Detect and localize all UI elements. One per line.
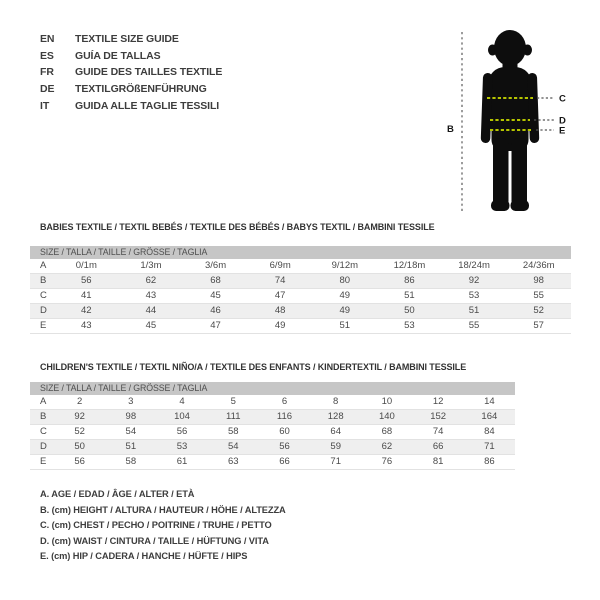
language-code: EN (40, 33, 55, 45)
table-cell: 12 (432, 396, 444, 407)
figure-label-c: C (559, 93, 566, 105)
language-code: FR (40, 66, 54, 79)
babies-table-rows (30, 259, 571, 334)
table-row-e (30, 455, 515, 470)
table-cell: 0/1m (75, 260, 97, 271)
row-label: D (40, 441, 47, 452)
table-cell: 64 (330, 426, 341, 437)
legend-line-age: A. AGE / EDAD / ÂGE / ALTER / ETÀ (40, 489, 195, 499)
table-cell: 53 (176, 441, 188, 452)
table-cell: 49 (274, 320, 286, 331)
table-cell: 68 (381, 426, 393, 437)
row-label: C (40, 426, 47, 437)
children-table-title: CHILDREN'S TEXTILE / TEXTIL NIÑO/A / TEXTILE DES ENFANTS / KINDERTEXTIL / BAMBINI TESSILE (40, 362, 467, 372)
table-cell: 45 (145, 320, 157, 331)
table-cell: 111 (226, 411, 241, 422)
right-arm (527, 73, 539, 143)
table-cell: 52 (74, 426, 85, 437)
table-cell: 41 (81, 290, 92, 301)
table-cell: 12/18m (393, 260, 426, 271)
size-header-row: SIZE / TALLA / TAILLE / GRÖSSE / TAGLIA (30, 246, 571, 259)
table-row-a (30, 259, 571, 274)
table-cell: 1/3m (140, 260, 162, 271)
table-cell: 60 (279, 426, 290, 437)
right-foot (511, 200, 530, 211)
table-cell: 5 (230, 396, 236, 407)
legend-line-height: B. (cm) HEIGHT / ALTURA / HAUTEUR / HÖHE / ALTEZZA (40, 504, 286, 515)
table-row-b (30, 410, 515, 425)
table-cell: 71 (484, 441, 495, 452)
table-cell: 66 (279, 456, 290, 467)
table-cell: 62 (381, 441, 393, 452)
table-cell: 54 (227, 441, 239, 452)
table-cell: 116 (276, 411, 293, 422)
table-cell: 61 (176, 456, 188, 467)
table-cell: 58 (125, 456, 137, 467)
table-cell: 86 (404, 275, 415, 286)
table-row-b (30, 274, 571, 289)
table-cell: 3 (128, 396, 134, 407)
table-cell: 2 (76, 396, 83, 407)
table-cell: 10 (381, 396, 393, 407)
language-label: GUIDA ALLE TAGLIE TESSILI (75, 99, 220, 112)
table-cell: 43 (81, 320, 92, 331)
legend-line-hip: E. (cm) HIP / CADERA / HANCHE / HÜFTE / HIPS (40, 551, 248, 561)
table-cell: 42 (81, 305, 92, 316)
row-label: B (40, 275, 47, 286)
right-leg (512, 138, 528, 208)
table-cell: 55 (468, 320, 480, 331)
table-cell: 63 (227, 456, 239, 467)
table-cell: 128 (327, 411, 344, 422)
table-cell: 59 (330, 441, 341, 452)
table-cell: 56 (81, 275, 92, 286)
child-figure-svg (430, 10, 600, 230)
table-cell: 52 (533, 305, 544, 316)
figure-label-d: D (559, 115, 566, 127)
table-cell: 74 (274, 275, 286, 286)
table-cell: 68 (210, 275, 221, 286)
table-cell: 92 (74, 411, 85, 422)
language-row-de (40, 81, 222, 98)
table-cell: 14 (484, 396, 495, 407)
row-label: B (40, 411, 47, 422)
table-cell: 71 (330, 456, 341, 467)
table-row-d (30, 440, 515, 455)
table-row-d (30, 304, 571, 319)
table-cell: 140 (378, 411, 395, 422)
table-cell: 48 (274, 305, 286, 316)
language-label: TEXTILE SIZE GUIDE (75, 33, 179, 45)
legend-line-chest: C. (cm) CHEST / PECHO / POITRINE / TRUHE / PETTO (40, 520, 272, 530)
table-row-a (30, 395, 515, 410)
table-cell: 58 (227, 426, 239, 437)
table-cell: 4 (179, 396, 185, 407)
table-cell: 92 (468, 275, 480, 286)
language-label: GUIDE DES TAILLES TEXTILE (75, 66, 223, 79)
table-cell: 43 (145, 290, 157, 301)
table-cell: 53 (468, 290, 480, 301)
row-label: E (40, 320, 47, 331)
table-cell: 6 (281, 396, 288, 407)
table-cell: 47 (274, 290, 286, 301)
table-cell: 56 (74, 456, 85, 467)
table-cell: 44 (145, 305, 157, 316)
child-measurement-figure (430, 10, 600, 230)
table-cell: 164 (481, 411, 498, 422)
left-arm (481, 73, 493, 143)
table-cell: 152 (430, 411, 447, 422)
table-cell: 104 (174, 411, 190, 422)
table-cell: 84 (484, 426, 495, 437)
table-cell: 74 (432, 426, 444, 437)
row-label: A (40, 260, 47, 271)
table-cell: 45 (210, 290, 221, 301)
table-cell: 46 (210, 305, 221, 316)
table-cell: 98 (125, 411, 137, 422)
language-row-it (40, 98, 222, 115)
table-cell: 56 (279, 441, 290, 452)
row-label: D (40, 305, 47, 316)
row-label: C (40, 290, 47, 301)
legend-line-waist: D. (cm) WAIST / CINTURA / TAILLE / HÜFTUNG / VITA (40, 535, 269, 546)
table-cell: 49 (339, 290, 351, 301)
table-cell: 86 (484, 456, 495, 467)
table-cell: 51 (468, 305, 480, 316)
table-cell: 50 (74, 441, 85, 452)
table-cell: 50 (404, 305, 415, 316)
table-cell: 54 (125, 426, 137, 437)
table-cell: 51 (404, 290, 415, 301)
language-label: GUÍA DE TALLAS (75, 49, 161, 62)
babies-table-title: BABIES TEXTILE / TEXTIL BEBÉS / TEXTILE DES BÉBÉS / BABYS TEXTIL / BAMBINI TESSILE (40, 222, 435, 232)
table-cell: 9/12m (331, 260, 359, 271)
row-label: E (40, 456, 47, 467)
left-foot (491, 200, 510, 211)
table-cell: 55 (533, 290, 544, 301)
table-cell: 62 (145, 275, 157, 286)
size-header-row: SIZE / TALLA / TAILLE / GRÖSSE / TAGLIA (30, 382, 515, 395)
table-cell: 56 (176, 426, 188, 437)
language-list (40, 31, 222, 114)
measurement-legend (40, 487, 286, 565)
child-silhouette (481, 30, 540, 211)
table-cell: 76 (381, 456, 393, 467)
figure-label-b: B (447, 124, 454, 135)
language-code: ES (40, 49, 54, 62)
language-row-en (40, 31, 222, 48)
table-cell: 80 (339, 275, 351, 286)
table-cell: 98 (533, 275, 544, 286)
table-cell: 18/24m (458, 260, 490, 271)
table-cell: 53 (404, 320, 415, 331)
children-table-rows (30, 395, 515, 470)
table-cell: 24/36m (522, 260, 555, 271)
children-size-table (30, 382, 515, 470)
table-cell: 81 (432, 456, 444, 467)
language-label: TEXTILGRÖßENFÜHRUNG (75, 83, 207, 96)
figure-label-e: E (559, 125, 566, 137)
table-row-c (30, 425, 515, 440)
language-code: DE (40, 83, 55, 96)
table-cell: 47 (210, 320, 221, 331)
table-cell: 66 (432, 441, 444, 452)
language-row-fr (40, 64, 222, 81)
table-row-e (30, 319, 571, 334)
left-leg (493, 138, 509, 208)
language-code: IT (40, 99, 50, 112)
table-cell: 51 (125, 441, 137, 452)
table-cell: 6/9m (269, 260, 291, 271)
table-cell: 57 (533, 320, 544, 331)
table-row-c (30, 289, 571, 304)
table-cell: 49 (339, 305, 351, 316)
table-cell: 8 (333, 396, 339, 407)
table-cell: 51 (339, 320, 351, 331)
language-row-es (40, 48, 222, 65)
table-cell: 3/6m (205, 260, 227, 271)
row-label: A (40, 396, 47, 407)
babies-size-table (30, 246, 571, 334)
